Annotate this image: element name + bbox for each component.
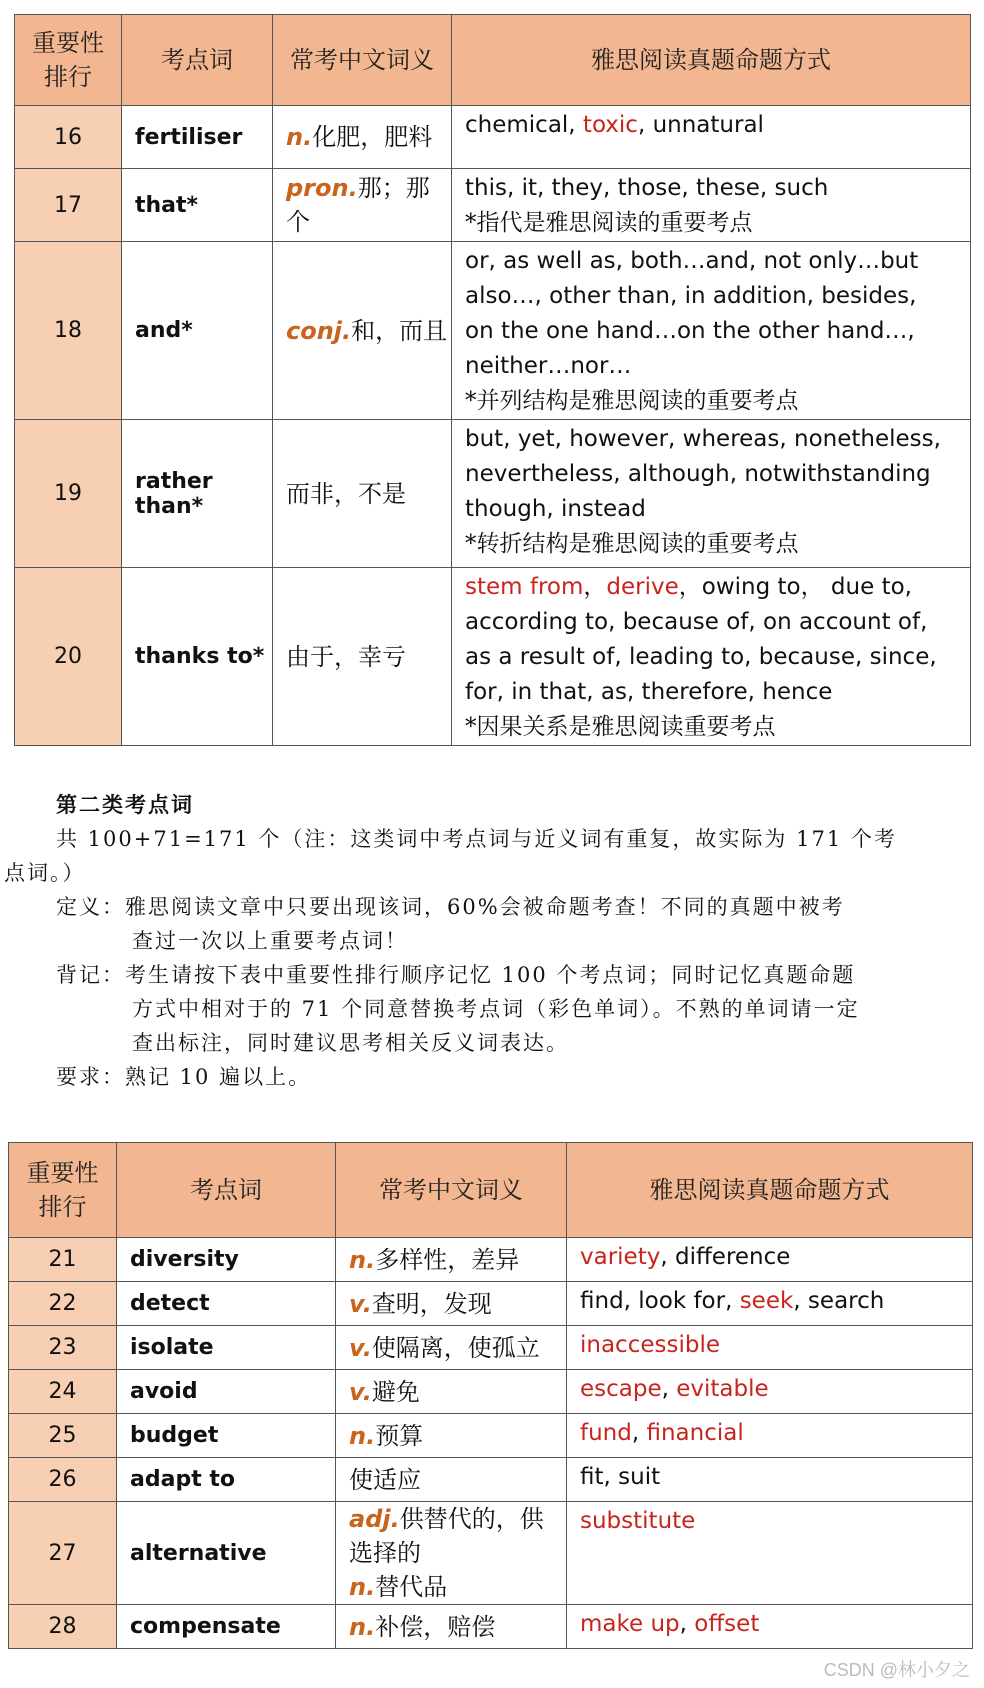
table-row [9,1458,973,1502]
text-line [349,1287,566,1321]
text-segment: 供替代的，供 [399,1505,544,1533]
table-row [15,568,971,746]
text-segment: neither…nor… [465,353,632,379]
table-row [15,420,971,568]
table-row [15,169,971,242]
highlighted-term: fund [580,1420,632,1446]
meaning-text: 那；那个 [286,174,430,236]
text-line [580,1416,966,1451]
text-line [580,1372,966,1407]
keyword-cell: rather than* [122,420,273,568]
header-rank: 重要性排行 [15,15,122,106]
rank-cell: 22 [9,1282,117,1326]
text-line [349,1536,566,1570]
examples-cell [567,1326,973,1370]
examples-cell [567,1605,973,1649]
highlighted-term: make up [580,1611,680,1637]
highlighted-term: seek [739,1288,794,1314]
meaning-cell [273,420,452,568]
text-line [465,527,964,562]
meaning-cell [336,1605,567,1649]
keyword-cell: compensate [117,1605,336,1649]
highlighted-term: variety [580,1244,661,1270]
table-header-row [15,15,971,106]
meaning-text: 化肥，肥料 [312,123,433,151]
text-segment: ， [583,574,607,600]
text-line [349,1463,566,1497]
highlighted-term: derive [606,574,679,600]
memorize-line-2: 方式中相对于的 71 个同意替换考点词（彩色单词）。不熟的单词请一定 [132,997,860,1021]
watermark: CSDN @林小夕之 [823,1660,970,1680]
table-row [9,1238,973,1282]
header-examples: 雅思阅读真题命题方式 [452,15,971,106]
rank-cell: 24 [9,1370,117,1414]
highlighted-term: substitute [580,1508,696,1534]
keyword-cell: isolate [117,1326,336,1370]
text-line [349,1243,566,1277]
header-meaning: 常考中文词义 [336,1143,567,1238]
text-line [465,710,964,745]
vocab-table-2 [8,1142,973,1649]
highlighted-term: financial [646,1420,744,1446]
text-segment: , difference [660,1244,791,1270]
table-row [15,242,971,420]
text-segment: find, look for, [580,1288,740,1314]
keyword-cell: thanks to* [122,568,273,746]
meaning-cell [336,1458,567,1502]
text-segment: 多样性，差异 [375,1245,520,1274]
definition-line-cont: 查过一次以上重要考点词！ [132,929,408,953]
part-of-speech: v. [349,1289,372,1318]
text-segment: 替代品 [375,1573,448,1601]
text-line [465,605,964,640]
meaning-cell [336,1502,567,1605]
meaning-text: 和，而且 [351,316,448,345]
table-row [15,106,971,169]
text-line [465,349,964,384]
text-segment: , [679,1611,695,1637]
header-examples: 雅思阅读真题命题方式 [567,1143,973,1238]
meaning-text: 由于，幸亏 [286,642,406,671]
text-segment: 预算 [375,1421,424,1450]
rank-cell: 23 [9,1326,117,1370]
meaning-cell [273,568,452,746]
rank-cell: 16 [15,106,122,169]
examples-cell [452,169,971,242]
text-line [349,1570,566,1604]
text-line [465,640,964,675]
text-line [465,384,964,419]
section-title: 第二类考点词 [56,792,194,817]
meaning-cell [273,169,452,242]
table-row [9,1326,973,1370]
text-line [349,1375,566,1409]
table-row [9,1605,973,1649]
keyword-cell: adapt to [117,1458,336,1502]
vocab-table-1 [14,14,971,746]
rank-cell: 25 [9,1414,117,1458]
text-segment: as a result of, leading to, because, since, [465,644,937,670]
text-line [349,1419,566,1453]
text-line [465,244,964,279]
keyword-cell: and* [122,242,273,420]
part-of-speech: n. [286,123,313,151]
highlighted-term: escape [580,1376,662,1402]
rank-cell: 19 [15,420,122,568]
text-segment: though, instead [465,496,646,522]
rank-cell: 20 [15,568,122,746]
text-segment: this, it, they, those, these, such [465,175,829,201]
meaning-cell [336,1238,567,1282]
text-line [465,171,964,206]
examples-cell [452,242,971,420]
text-line [465,314,964,349]
keyword-cell: budget [117,1414,336,1458]
count-line: 共 100+71=171 个（注：这类词中考点词与近义词有重复，故实际为 171 个考 [56,827,897,851]
part-of-speech: n. [349,1421,376,1450]
requirement-line: 要求：熟记 10 遍以上。 [56,1065,312,1089]
text-segment: 查明，发现 [371,1289,492,1318]
text-line [580,1284,966,1319]
header-word: 考点词 [122,15,273,106]
text-line [465,279,964,314]
meaning-cell [336,1282,567,1326]
meaning-cell [273,106,452,169]
part-of-speech: n. [349,1612,376,1641]
text-segment: for, in that, as, therefore, hence [465,679,833,705]
rank-cell: 27 [9,1502,117,1605]
keyword-cell: fertiliser [122,106,273,169]
text-segment: , [631,1420,647,1446]
keyword-cell: detect [117,1282,336,1326]
text-line [465,206,964,241]
rank-cell: 18 [15,242,122,420]
text-line [465,457,964,492]
examples-cell [567,1282,973,1326]
text-segment: according to, because of, on account of, [465,609,928,635]
part-of-speech: n. [349,1573,376,1601]
table-row [9,1282,973,1326]
keyword-cell: alternative [117,1502,336,1605]
examples-cell [567,1502,973,1605]
text-segment: or, as well as, both…and, not only…but [465,248,919,274]
text-segment: 避免 [371,1377,420,1406]
text-line [465,675,964,710]
part-of-speech: n. [349,1245,376,1274]
examples-cell [452,420,971,568]
highlighted-term: evitable [676,1376,769,1402]
text-segment: *并列结构是雅思阅读的重要考点 [465,388,799,414]
text-line [349,1331,566,1365]
text-line [349,1610,566,1644]
table-row [9,1502,973,1605]
count-line-cont: 点词。） [4,861,86,885]
keyword-cell: that* [122,169,273,242]
text-line [580,1240,966,1275]
text-segment: *因果关系是雅思阅读重要考点 [465,714,776,740]
text-segment: 选择的 [349,1539,421,1567]
text-segment: *转折结构是雅思阅读的重要考点 [465,531,799,557]
highlighted-term: stem from [465,574,584,600]
meaning-cell [336,1326,567,1370]
rank-cell: 26 [9,1458,117,1502]
rank-cell: 28 [9,1605,117,1649]
part-of-speech: v. [349,1333,372,1362]
examples-cell [567,1414,973,1458]
text-line [465,108,964,143]
text-line [580,1607,966,1642]
part-of-speech: pron. [286,174,358,202]
examples-cell [567,1458,973,1502]
rank-cell: 21 [9,1238,117,1282]
examples-cell [567,1370,973,1414]
part-of-speech: adj. [349,1505,400,1533]
text-segment: ，owing to， due to, [678,574,912,600]
keyword-cell: avoid [117,1370,336,1414]
meaning-cell [336,1370,567,1414]
text-segment: , unnatural [637,112,764,138]
highlighted-term: inaccessible [580,1332,720,1358]
table-row [9,1414,973,1458]
text-line [465,570,964,605]
definition-line: 定义：雅思阅读文章中只要出现该词，60%会被命题考查！不同的真题中被考 [56,895,845,919]
header-word: 考点词 [117,1143,336,1238]
rank-cell: 17 [15,169,122,242]
text-line [580,1460,966,1495]
memorize-line: 背记：考生请按下表中重要性排行顺序记忆 100 个考点词；同时记忆真题命题 [56,963,856,987]
examples-cell [567,1238,973,1282]
meaning-cell [273,242,452,420]
text-segment: on the one hand…on the other hand…, [465,318,915,344]
header-rank: 重要性排行 [9,1143,117,1238]
text-line [349,1502,566,1536]
memorize-line-3: 查出标注，同时建议思考相关反义词表达。 [132,1031,569,1055]
meaning-text: 而非，不是 [286,479,406,508]
text-segment: chemical, [465,112,583,138]
text-line [580,1504,966,1539]
keyword-cell: diversity [117,1238,336,1282]
examples-cell [452,106,971,169]
text-segment: *指代是雅思阅读的重要考点 [465,210,753,236]
header-meaning: 常考中文词义 [273,15,452,106]
part-of-speech: conj. [286,316,352,345]
text-segment: 使隔离，使孤立 [371,1333,540,1362]
text-segment: also…, other than, in addition, besides, [465,283,917,309]
text-segment: but, yet, however, whereas, nonetheless, [465,426,941,452]
text-segment: 补偿，赔偿 [375,1612,496,1641]
meaning-cell [336,1414,567,1458]
text-segment: , [661,1376,677,1402]
part-of-speech: v. [349,1377,372,1406]
table-header-row [9,1143,973,1238]
examples-cell [452,568,971,746]
highlighted-term: toxic [582,112,638,138]
text-line [465,492,964,527]
text-line [580,1328,966,1363]
text-segment: nevertheless, although, notwithstanding [465,461,931,487]
table-row [9,1370,973,1414]
text-segment: , search [793,1288,885,1314]
text-segment: fit, suit [580,1464,661,1490]
text-segment: 使适应 [349,1465,421,1494]
highlighted-term: offset [694,1611,760,1637]
text-line [465,422,964,457]
